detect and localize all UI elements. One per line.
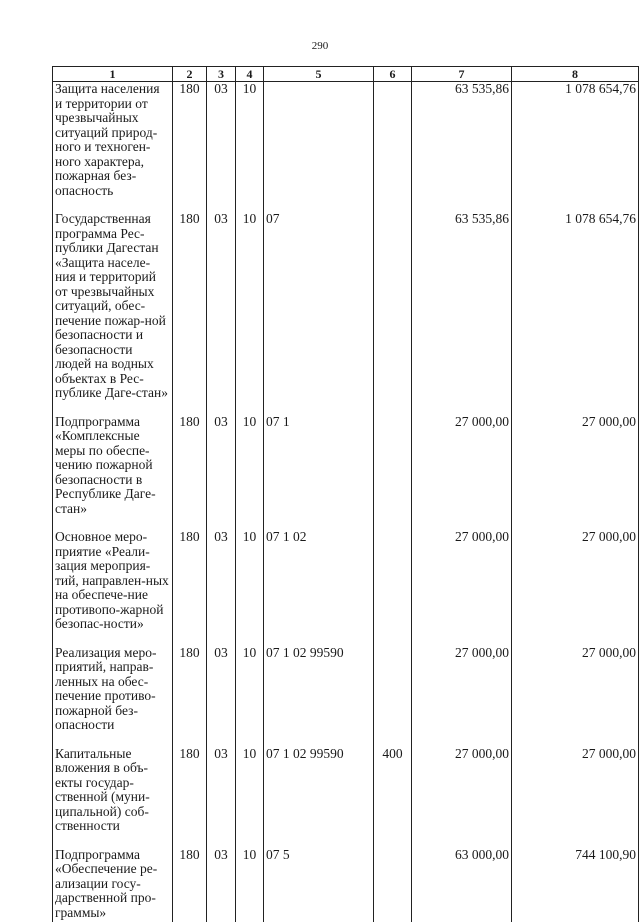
row-amount-2: 27 000,00 [512,646,639,747]
row-section-code: 03 [207,530,236,646]
row-ministry-code: 180 [173,82,207,213]
row-name: Защита населения и территории от чрезвычайных ситуаций природ-ного и техноген-ного характера, пожарная без-опасность [53,82,173,213]
row-amount-1: 27 000,00 [412,747,512,848]
row-amount-1: 63 000,00 [412,848,512,922]
row-section-code: 03 [207,82,236,213]
column-header-7: 7 [412,67,512,82]
row-expense-type [374,415,412,531]
row-expense-type [374,646,412,747]
table-row [53,646,639,747]
budget-table [52,66,639,922]
row-amount-1: 27 000,00 [412,415,512,531]
row-name: Подпрограмма «Обеспечение ре-ализации госу-дарственной про-граммы» [53,848,173,922]
column-header-6: 6 [374,67,412,82]
column-header-5: 5 [264,67,374,82]
table-row [53,530,639,646]
row-amount-1: 27 000,00 [412,646,512,747]
column-header-2: 2 [173,67,207,82]
row-ministry-code: 180 [173,747,207,848]
row-subsection-code: 10 [236,415,264,531]
header-row [53,67,639,82]
row-section-code: 03 [207,212,236,415]
row-section-code: 03 [207,747,236,848]
column-header-4: 4 [236,67,264,82]
row-section-code: 03 [207,646,236,747]
row-target-code: 07 [264,212,374,415]
row-amount-2: 744 100,90 [512,848,639,922]
row-name: Реализация меро-приятий, направ-ленных на обес-печение противо-пожарной без-опасности [53,646,173,747]
row-ministry-code: 180 [173,415,207,531]
column-header-1: 1 [53,67,173,82]
row-amount-2: 1 078 654,76 [512,82,639,213]
row-ministry-code: 180 [173,646,207,747]
row-subsection-code: 10 [236,82,264,213]
row-ministry-code: 180 [173,212,207,415]
row-expense-type [374,82,412,213]
row-target-code: 07 1 [264,415,374,531]
row-subsection-code: 10 [236,646,264,747]
row-name: Капитальные вложения в объ-екты государ-ственной (муни-ципальной) соб-ственности [53,747,173,848]
row-subsection-code: 10 [236,848,264,922]
row-section-code: 03 [207,848,236,922]
row-amount-2: 27 000,00 [512,415,639,531]
table-row [53,747,639,848]
row-subsection-code: 10 [236,212,264,415]
row-name: Основное меро-приятие «Реали-зация мероприя-тий, направлен-ных на обеспече-ние противопо-жарной безопас-ности» [53,530,173,646]
row-name: Подпрограмма «Комплексные меры по обеспе-чению пожарной безопасности в Республике Даге-стан» [53,415,173,531]
row-amount-1: 27 000,00 [412,530,512,646]
row-expense-type: 400 [374,747,412,848]
row-expense-type [374,848,412,922]
row-amount-2: 27 000,00 [512,747,639,848]
row-expense-type [374,530,412,646]
row-subsection-code: 10 [236,530,264,646]
row-target-code: 07 1 02 99590 [264,747,374,848]
table-row [53,415,639,531]
row-amount-1: 63 535,86 [412,82,512,213]
row-ministry-code: 180 [173,530,207,646]
row-section-code: 03 [207,415,236,531]
row-amount-2: 1 078 654,76 [512,212,639,415]
table-row [53,848,639,922]
row-amount-2: 27 000,00 [512,530,639,646]
column-header-3: 3 [207,67,236,82]
row-amount-1: 63 535,86 [412,212,512,415]
table-row [53,212,639,415]
row-target-code: 07 5 [264,848,374,922]
row-ministry-code: 180 [173,848,207,922]
table-row [53,82,639,213]
row-target-code: 07 1 02 [264,530,374,646]
row-expense-type [374,212,412,415]
column-header-8: 8 [512,67,639,82]
row-subsection-code: 10 [236,747,264,848]
row-target-code [264,82,374,213]
row-name: Государственная программа Рес-публики Дагестан «Защита населе-ния и территорий от чрезвычайных ситуаций, обес-печение пожар-ной безопасности и безопасности людей на водных объектах в Рес-публике Даге-стан» [53,212,173,415]
page-number: 290 [0,40,640,52]
row-target-code: 07 1 02 99590 [264,646,374,747]
